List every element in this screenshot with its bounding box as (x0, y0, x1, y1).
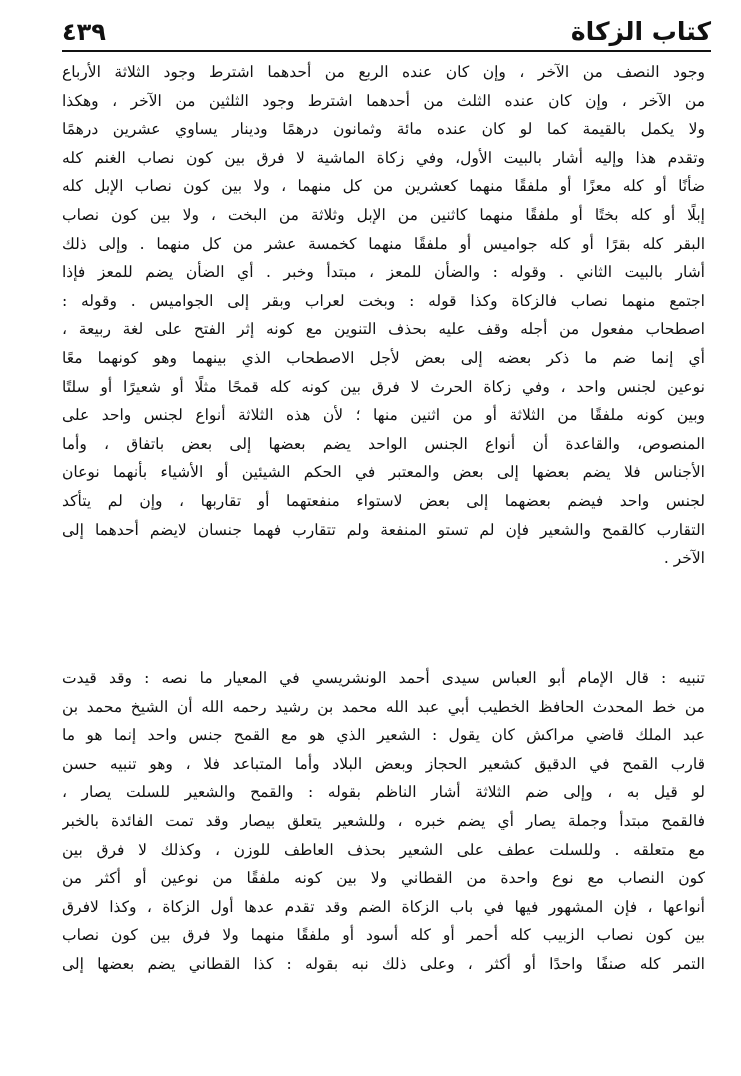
text-line: كون النصاب مع نوع واحدة من القطاني ولا بين كونه ملفقًا من نوعين أو أكثر من (62, 869, 705, 888)
text-line: ضأنًا أو كله معزًا أو ملفقًا منهما كعشرين من كل منهما ، ولا بين كون نصاب الإبل كله (62, 177, 705, 196)
text-line: لو قيل به ، وإلى ضم الثلاثة أشار الناظم بقوله : والقمح والشعير للسلت يصار ، (62, 783, 705, 802)
text-line: أي إنما ضم ما ذكر بعضه إلى بعض لأجل الاصطحاب الذي بينهما وهو كونهما معًا (62, 348, 705, 367)
text-line: وجود النصف من الآخر ، وإن كان عنده الربع من أحدهما اشترط وجود الثلاثة الأرباع (62, 63, 705, 81)
text-line: البقر كله بقرًا أو كله جواميس أو ملفقًا منهما كخمسة عشر من كل منهما . وإلى ذلك (62, 234, 705, 253)
page-number: ٤٣٩ (62, 18, 106, 46)
text-line: اصطحاب مفعول من أجله وقف عليه بحذف التنوين مع كونه إثر الفتح على لغة ربيعة ، (62, 320, 705, 339)
paragraph-note (62, 664, 705, 979)
text-line: مع متعلقه . وللسلت عطف على الشعير بحذف العاطف للوزن ، وكذلك لا فرق بين (62, 840, 705, 859)
text-line: ولا يكمل بالقيمة كما لو كان عنده مائة وثمانون درهمًا ودينار يساوي عشرين درهمًا (62, 120, 705, 139)
text-line: قارب القمح في الدقيق كشعير الحجاز وبعض البلاد وأما المتباعد فلا ، وهو تنبيه حسن (62, 754, 705, 773)
text-line: لجنس واحد فيضم بعضهما إلى بعض لاستواء منفعتهما أو تقاربها ، وإن لم يتأكد (62, 491, 705, 510)
text-line: وتقدم هذا وإليه أشار بالبيت الأول، وفي زكاة الماشية لا فرق بين كون نصاب الغنم كله (62, 148, 705, 167)
text-line: بين كون نصاب الزبيب كله أحمر أو كله أسود أو ملفقًا منهما ولا فرق بين كون نصاب (62, 926, 705, 945)
text-line: اجتمع منهما نصاب فالزكاة وكذا قوله : وبخت لعراب وبقر إلى الجواميس . وقوله : (62, 291, 705, 310)
text-line: من الآخر ، وإن كان عنده الثلث من أحدهما اشترط وجود الثلثين من الآخر ، وهكذا (62, 91, 705, 110)
text-line: نوعين لجنس واحد ، وفي زكاة الحرث لا فرق بين كونه كله قمحًا مثلًا أو شعيرًا أو سلتًا (62, 377, 705, 396)
text-line: التمر كله صنفًا واحدًا أو أكثر ، وعلى ذلك نبه بقوله : كذا القطاني يضم بعضها إلى (62, 954, 705, 973)
text-line: التقارب كالقمح والشعير فإن لم تستو المنفعة ولم تتقارب فهما جنسان لايضم أحدهما إلى (62, 520, 705, 539)
text-line: أنواعها ، فإن المشهور فيها في باب الزكاة الضم وقد تقدم عدها أول الزكاة ، وكذا لافرق (62, 897, 705, 916)
text-line: من خط المحدث الحافظ الخطيب أبي عبد الله محمد بن رشيد رحمه الله أن الشيخ محمد بن (62, 697, 705, 716)
text-line: الأجناس فلا يضم بعضها إلى بعض والمعتبر في الحكم الشيئين أو الأشياء بأنهما نوعان (62, 463, 705, 482)
text-line: عبد الملك قاضي مراكش كان يقول : الشعير الذي هو مع القمح جنس واحد إنما هو ما (62, 726, 705, 745)
text-line: الآخر . (663, 549, 705, 568)
text-line: المنصوص، والقاعدة أن أنواع الجنس الواحد يضم بعضها إلى بعض باتفاق ، وأما (62, 434, 705, 453)
paragraph-main (62, 58, 705, 573)
text-line: وبين كونه ملفقًا من الثلاثة أو من اثنين منها ؛ لأن هذه الثلاثة أنواع لجنس واحد على (62, 406, 705, 425)
text-line: إبلًا أو كله بختًا أو ملفقًا منهما كاثنين من الإبل وثلاثة من البخت ، ولا بين كون نصاب (62, 205, 705, 224)
page-header (62, 12, 711, 52)
book-title: كتاب الزكاة (570, 17, 711, 46)
text-line: تنبيه : قال الإمام أبو العباس سيدى أحمد الونشريسي في المعيار ما نصه : وقد قيدت (62, 669, 705, 687)
text-line: أشار بالبيت الثاني . وقوله : والضأن للمعز ، مبتدأ وخبر . أي الضأن يضم للمعز فإذا (62, 263, 705, 282)
text-line: فالقمح مبتدأ وجملة يصار أي يضم خبره ، وللشعير يتعلق بيصار وقد تمت الفائدة بالخبر (62, 811, 705, 830)
